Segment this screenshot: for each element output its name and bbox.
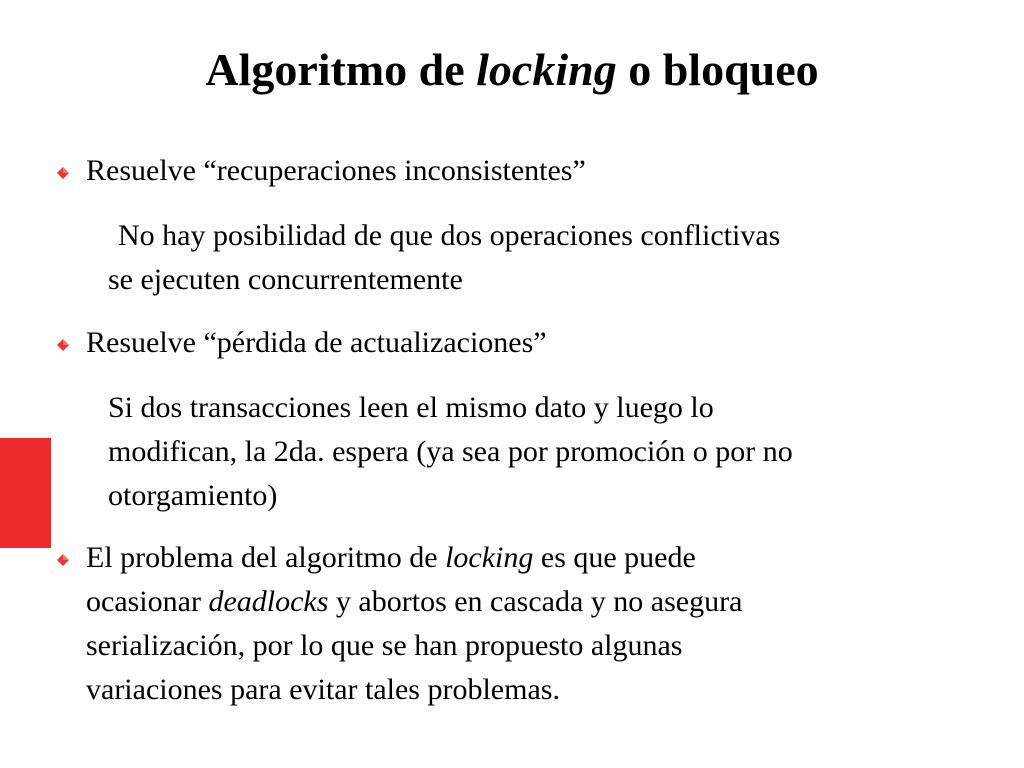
bullet-2-text: Resuelve “pérdida de actualizaciones” — [86, 326, 547, 359]
title-emphasis: locking — [476, 44, 617, 95]
sub-text-1-line-1: No hay posibilidad de que dos operaciones conflictivas — [118, 219, 781, 252]
bullet-3-line-3: serialización, por lo que se han propuesto algunas — [86, 629, 683, 662]
bullet-3-emphasis-locking: locking — [445, 541, 534, 574]
bullet-3-line-1-a: El problema del algoritmo de — [86, 541, 446, 574]
bullet-1-text: Resuelve “recuperaciones inconsistentes” — [86, 154, 586, 187]
bullet-3-line-1-b: es que puede — [533, 541, 696, 574]
title-part-2: o bloqueo — [616, 44, 819, 95]
red-accent-bar — [0, 438, 51, 548]
bullet-3-line-2-b: y abortos en cascada y no asegura — [328, 585, 743, 618]
bullet-3-paragraph — [86, 536, 1006, 712]
bullet-3-emphasis-deadlocks: deadlocks — [208, 585, 329, 618]
sub-text-2-line-2: modifican, la 2da. espera (ya sea por promoción o por no — [108, 435, 793, 468]
red-diamond-bullet-icon — [56, 338, 70, 352]
sub-text-2-line-3: otorgamiento) — [108, 479, 278, 512]
sub-text-2-line-1: Si dos transacciones leen el mismo dato y luego lo — [108, 391, 714, 424]
red-diamond-bullet-icon — [56, 553, 70, 567]
bullet-3-line-1 — [86, 536, 1006, 580]
bullet-3-line-2-a: ocasionar — [86, 585, 209, 618]
red-diamond-bullet-icon — [56, 166, 70, 180]
sub-text-1-line-2: se ejecuten concurrentemente — [108, 263, 463, 296]
slide-title — [0, 38, 1024, 102]
title-part-1: Algoritmo de — [205, 44, 477, 95]
bullet-3-line-2 — [86, 580, 1006, 624]
bullet-3-line-4: variaciones para evitar tales problemas. — [86, 673, 560, 706]
